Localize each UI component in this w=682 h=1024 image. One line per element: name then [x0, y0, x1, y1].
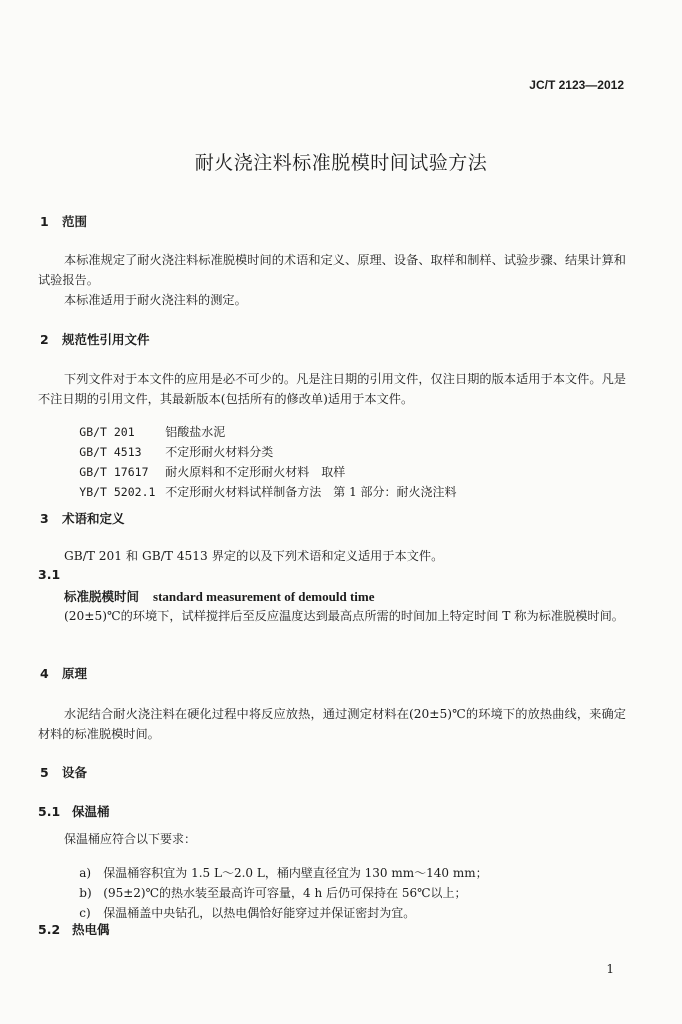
page-number: 1 — [606, 962, 614, 976]
subsection-title: 保温桶 — [72, 804, 110, 819]
reference-title: 不定形耐火材料试样制备方法 第 1 部分：耐火浇注料 — [165, 485, 457, 499]
section-title: 规范性引用文件 — [62, 332, 150, 347]
list-intro: 保温桶应符合以下要求： — [64, 832, 197, 846]
reference-code: GB/T 201 — [79, 425, 135, 439]
subsection-5-1-heading — [38, 802, 110, 820]
term-entry — [64, 587, 375, 605]
list-marker: b) — [79, 886, 92, 900]
section-2-paragraph-1: 下列文件对于本文件的应用是必不可少的。凡是注日期的引用文件，仅注日期的版本适用于本文件。凡是不注日期的引用文件，其最新版本(包括所有的修改单)适用于本文件。 — [38, 372, 626, 406]
standard-code: JC/T 2123—2012 — [529, 78, 624, 92]
section-2-heading — [40, 330, 150, 348]
list-marker: c) — [79, 906, 91, 920]
reference-title: 铝酸盐水泥 — [165, 425, 226, 439]
term-english: standard measurement of demould time — [153, 589, 375, 604]
section-title: 范围 — [62, 214, 88, 229]
subsection-title: 热电偶 — [72, 922, 110, 937]
section-5-heading — [40, 763, 87, 781]
section-number: 1 — [40, 214, 49, 229]
section-4-paragraph-1: 水泥结合耐火浇注料在硬化过程中将反应放热，通过测定材料在(20±5)℃的环境下的放热曲线，来确定材料的标准脱模时间。 — [38, 707, 626, 741]
document-title: 耐火浇注料标准脱模时间试验方法 — [194, 152, 488, 174]
list-item-text: (95±2)℃的热水装至最高许可容量，4 h 后仍可保持在 56℃以上； — [103, 886, 467, 900]
section-1-heading — [40, 212, 87, 230]
list-item — [64, 890, 415, 935]
term-chinese: 标准脱模时间 — [64, 589, 140, 604]
reference-item — [64, 469, 457, 514]
section-4-heading — [40, 664, 87, 682]
section-title: 设备 — [62, 765, 88, 780]
list-item-text: 保温桶盖中央钻孔，以热电偶恰好能穿过并保证密封为宜。 — [103, 906, 416, 920]
section-number: 4 — [40, 666, 49, 681]
subsection-5-2-heading — [38, 920, 110, 938]
subsection-number: 5.2 — [38, 922, 61, 937]
section-1-paragraph-1: 本标准规定了耐火浇注料标准脱模时间的术语和定义、原理、设备、取样和制样、试验步骤、结果计算和试验报告。 — [38, 253, 626, 287]
subsection-number: 5.1 — [38, 804, 61, 819]
reference-title: 不定形耐火材料分类 — [165, 445, 274, 459]
section-3-heading — [40, 509, 125, 527]
subsection-3-1-number: 3.1 — [38, 567, 61, 582]
reference-code: GB/T 17617 — [79, 465, 149, 479]
reference-code: YB/T 5202.1 — [79, 485, 156, 499]
section-title: 原理 — [62, 666, 88, 681]
section-number: 5 — [40, 765, 49, 780]
section-number: 3 — [40, 511, 49, 526]
list-item-text: 保温桶容积宜为 1.5 L～2.0 L，桶内壁直径宜为 130 mm～140 mm； — [103, 866, 488, 880]
section-1-paragraph-2: 本标准适用于耐火浇注料的测定。 — [64, 293, 247, 307]
term-definition: (20±5)℃的环境下，试样搅拌后至反应温度达到最高点所需的时间加上特定时间 T 称为标准脱模时间。 — [64, 609, 624, 623]
list-marker: a) — [79, 866, 92, 880]
section-3-paragraph-1: GB/T 201 和 GB/T 4513 界定的以及下列术语和定义适用于本文件。 — [64, 549, 444, 563]
reference-code: GB/T 4513 — [79, 445, 142, 459]
section-title: 术语和定义 — [62, 511, 125, 526]
section-number: 2 — [40, 332, 49, 347]
reference-title: 耐火原料和不定形耐火材料 取样 — [165, 465, 346, 479]
